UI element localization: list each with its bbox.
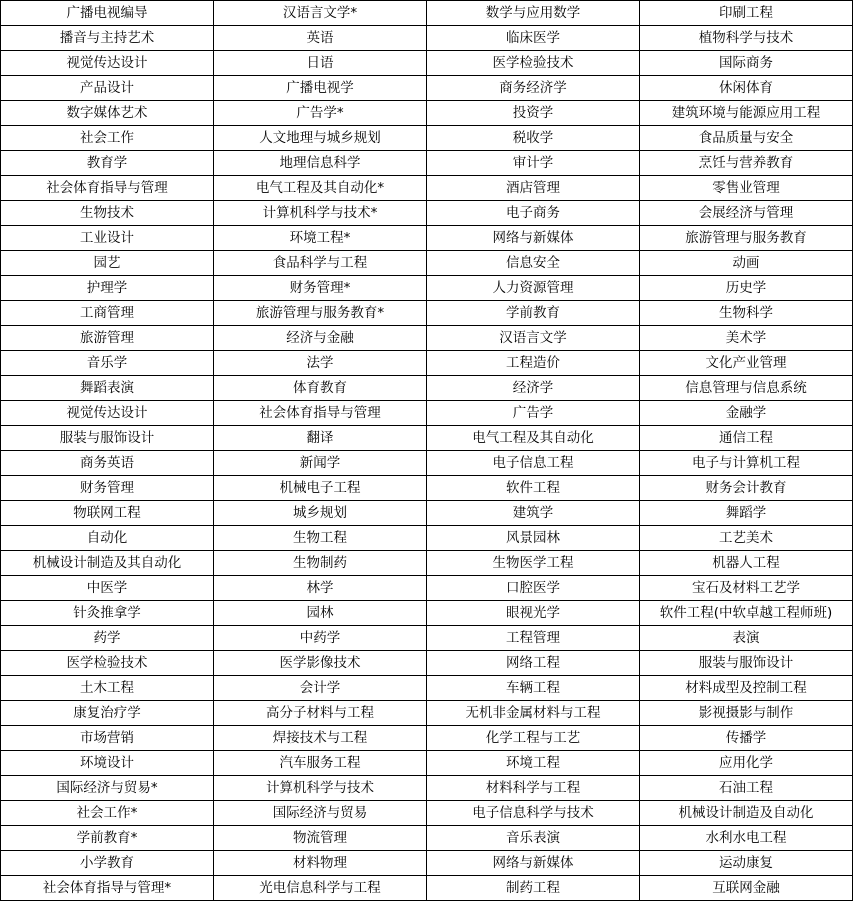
table-cell: 生物医学工程: [427, 551, 640, 576]
table-cell: 计算机科学与技术: [214, 776, 427, 801]
table-cell: 高分子材料与工程: [214, 701, 427, 726]
table-cell: 历史学: [640, 276, 853, 301]
table-row: [1, 526, 853, 551]
table-row: [1, 376, 853, 401]
table-cell: 园林: [214, 601, 427, 626]
table-cell: 康复治疗学: [1, 701, 214, 726]
table-cell: 广播电视编导: [1, 1, 214, 26]
table-cell: 新闻学: [214, 451, 427, 476]
table-cell: 材料物理: [214, 851, 427, 876]
table-cell: 网络工程: [427, 651, 640, 676]
table-cell: 网络与新媒体: [427, 226, 640, 251]
table-cell: 生物制药: [214, 551, 427, 576]
table-row: [1, 76, 853, 101]
table-cell: 服装与服饰设计: [640, 651, 853, 676]
table-cell: 酒店管理: [427, 176, 640, 201]
table-cell: 财务管理*: [214, 276, 427, 301]
table-row: [1, 301, 853, 326]
table-cell: 互联网金融: [640, 876, 853, 901]
table-row: [1, 426, 853, 451]
table-cell: 数学与应用数学: [427, 1, 640, 26]
table-cell: 运动康复: [640, 851, 853, 876]
table-cell: 商务经济学: [427, 76, 640, 101]
table-cell: 生物技术: [1, 201, 214, 226]
table-cell: 印刷工程: [640, 1, 853, 26]
majors-table-body: [1, 1, 853, 901]
table-row: [1, 26, 853, 51]
table-cell: 旅游管理与服务教育: [640, 226, 853, 251]
table-cell: 工程造价: [427, 351, 640, 376]
table-cell: 通信工程: [640, 426, 853, 451]
table-cell: 材料科学与工程: [427, 776, 640, 801]
table-cell: 中药学: [214, 626, 427, 651]
table-cell: 社会工作*: [1, 801, 214, 826]
table-cell: 地理信息科学: [214, 151, 427, 176]
table-cell: 学前教育: [427, 301, 640, 326]
table-row: [1, 51, 853, 76]
table-cell: 工业设计: [1, 226, 214, 251]
table-cell: 学前教育*: [1, 826, 214, 851]
table-cell: 电子信息工程: [427, 451, 640, 476]
table-cell: 审计学: [427, 151, 640, 176]
table-row: [1, 251, 853, 276]
table-cell: 林学: [214, 576, 427, 601]
table-cell: 财务会计教育: [640, 476, 853, 501]
table-cell: 计算机科学与技术*: [214, 201, 427, 226]
table-cell: 应用化学: [640, 751, 853, 776]
table-cell: 社会体育指导与管理: [1, 176, 214, 201]
table-row: [1, 126, 853, 151]
table-cell: 城乡规划: [214, 501, 427, 526]
table-cell: 电子与计算机工程: [640, 451, 853, 476]
table-cell: 光电信息科学与工程: [214, 876, 427, 901]
table-cell: 机器人工程: [640, 551, 853, 576]
table-cell: 英语: [214, 26, 427, 51]
table-cell: 车辆工程: [427, 676, 640, 701]
table-row: [1, 751, 853, 776]
table-cell: 金融学: [640, 401, 853, 426]
table-cell: 针灸推拿学: [1, 601, 214, 626]
table-cell: 小学教育: [1, 851, 214, 876]
table-cell: 会计学: [214, 676, 427, 701]
table-cell: 美术学: [640, 326, 853, 351]
table-cell: 工商管理: [1, 301, 214, 326]
table-cell: 国际经济与贸易: [214, 801, 427, 826]
table-row: [1, 726, 853, 751]
table-row: [1, 476, 853, 501]
table-cell: 机械设计制造及自动化: [640, 801, 853, 826]
table-cell: 汽车服务工程: [214, 751, 427, 776]
table-cell: 舞蹈表演: [1, 376, 214, 401]
table-row: [1, 401, 853, 426]
table-cell: 电气工程及其自动化*: [214, 176, 427, 201]
table-cell: 环境设计: [1, 751, 214, 776]
table-row: [1, 651, 853, 676]
table-cell: 土木工程: [1, 676, 214, 701]
table-cell: 烹饪与营养教育: [640, 151, 853, 176]
table-row: [1, 101, 853, 126]
table-cell: 工艺美术: [640, 526, 853, 551]
table-cell: 广告学: [427, 401, 640, 426]
table-cell: 石油工程: [640, 776, 853, 801]
table-cell: 广告学*: [214, 101, 427, 126]
table-cell: 休闲体育: [640, 76, 853, 101]
table-cell: 舞蹈学: [640, 501, 853, 526]
table-cell: 人文地理与城乡规划: [214, 126, 427, 151]
table-cell: 材料成型及控制工程: [640, 676, 853, 701]
table-row: [1, 776, 853, 801]
table-cell: 焊接技术与工程: [214, 726, 427, 751]
table-cell: 经济与金融: [214, 326, 427, 351]
table-cell: 软件工程(中软卓越工程师班): [640, 601, 853, 626]
table-cell: 零售业管理: [640, 176, 853, 201]
table-cell: 经济学: [427, 376, 640, 401]
table-cell: 网络与新媒体: [427, 851, 640, 876]
table-cell: 食品科学与工程: [214, 251, 427, 276]
table-row: [1, 276, 853, 301]
table-cell: 体育教育: [214, 376, 427, 401]
table-row: [1, 826, 853, 851]
table-cell: 商务英语: [1, 451, 214, 476]
table-cell: 汉语言文学*: [214, 1, 427, 26]
table-cell: 电子商务: [427, 201, 640, 226]
table-cell: 社会体育指导与管理*: [1, 876, 214, 901]
table-row: [1, 501, 853, 526]
table-cell: 眼视光学: [427, 601, 640, 626]
table-cell: 护理学: [1, 276, 214, 301]
table-cell: 自动化: [1, 526, 214, 551]
table-cell: 服装与服饰设计: [1, 426, 214, 451]
table-cell: 机械设计制造及其自动化: [1, 551, 214, 576]
table-cell: 食品质量与安全: [640, 126, 853, 151]
table-cell: 社会体育指导与管理: [214, 401, 427, 426]
table-cell: 建筑学: [427, 501, 640, 526]
table-cell: 音乐表演: [427, 826, 640, 851]
table-cell: 投资学: [427, 101, 640, 126]
table-row: [1, 351, 853, 376]
table-cell: 社会工作: [1, 126, 214, 151]
table-cell: 化学工程与工艺: [427, 726, 640, 751]
table-cell: 汉语言文学: [427, 326, 640, 351]
table-row: [1, 151, 853, 176]
table-cell: 植物科学与技术: [640, 26, 853, 51]
table-row: [1, 701, 853, 726]
table-cell: 旅游管理与服务教育*: [214, 301, 427, 326]
table-row: [1, 626, 853, 651]
table-cell: 法学: [214, 351, 427, 376]
table-row: [1, 451, 853, 476]
table-row: [1, 226, 853, 251]
table-cell: 生物工程: [214, 526, 427, 551]
table-cell: 宝石及材料工艺学: [640, 576, 853, 601]
table-cell: 税收学: [427, 126, 640, 151]
table-row: [1, 801, 853, 826]
table-cell: 物联网工程: [1, 501, 214, 526]
table-cell: 会展经济与管理: [640, 201, 853, 226]
table-cell: 数字媒体艺术: [1, 101, 214, 126]
table-cell: 机械电子工程: [214, 476, 427, 501]
table-cell: 医学影像技术: [214, 651, 427, 676]
table-cell: 国际经济与贸易*: [1, 776, 214, 801]
table-cell: 产品设计: [1, 76, 214, 101]
table-cell: 临床医学: [427, 26, 640, 51]
table-cell: 影视摄影与制作: [640, 701, 853, 726]
table-cell: 播音与主持艺术: [1, 26, 214, 51]
table-row: [1, 1, 853, 26]
table-cell: 软件工程: [427, 476, 640, 501]
table-row: [1, 576, 853, 601]
table-cell: 水利水电工程: [640, 826, 853, 851]
table-cell: 物流管理: [214, 826, 427, 851]
table-cell: 药学: [1, 626, 214, 651]
table-cell: 信息管理与信息系统: [640, 376, 853, 401]
table-row: [1, 551, 853, 576]
table-row: [1, 851, 853, 876]
table-cell: 视觉传达设计: [1, 51, 214, 76]
table-cell: 风景园林: [427, 526, 640, 551]
table-cell: 中医学: [1, 576, 214, 601]
table-cell: 日语: [214, 51, 427, 76]
table-row: [1, 876, 853, 901]
table-cell: 国际商务: [640, 51, 853, 76]
table-row: [1, 326, 853, 351]
table-row: [1, 201, 853, 226]
table-cell: 教育学: [1, 151, 214, 176]
table-cell: 财务管理: [1, 476, 214, 501]
table-cell: 人力资源管理: [427, 276, 640, 301]
table-cell: 工程管理: [427, 626, 640, 651]
table-cell: 市场营销: [1, 726, 214, 751]
table-cell: 旅游管理: [1, 326, 214, 351]
table-cell: 环境工程: [427, 751, 640, 776]
table-cell: 医学检验技术: [1, 651, 214, 676]
table-cell: 翻译: [214, 426, 427, 451]
table-cell: 表演: [640, 626, 853, 651]
table-row: [1, 676, 853, 701]
table-cell: 电子信息科学与技术: [427, 801, 640, 826]
table-cell: 建筑环境与能源应用工程: [640, 101, 853, 126]
table-cell: 广播电视学: [214, 76, 427, 101]
table-cell: 传播学: [640, 726, 853, 751]
table-cell: 口腔医学: [427, 576, 640, 601]
table-row: [1, 176, 853, 201]
table-cell: 信息安全: [427, 251, 640, 276]
table-cell: 环境工程*: [214, 226, 427, 251]
table-row: [1, 601, 853, 626]
table-cell: 视觉传达设计: [1, 401, 214, 426]
table-cell: 园艺: [1, 251, 214, 276]
table-cell: 动画: [640, 251, 853, 276]
table-cell: 电气工程及其自动化: [427, 426, 640, 451]
table-cell: 制药工程: [427, 876, 640, 901]
table-cell: 生物科学: [640, 301, 853, 326]
table-cell: 文化产业管理: [640, 351, 853, 376]
table-cell: 音乐学: [1, 351, 214, 376]
table-cell: 医学检验技术: [427, 51, 640, 76]
table-cell: 无机非金属材料与工程: [427, 701, 640, 726]
